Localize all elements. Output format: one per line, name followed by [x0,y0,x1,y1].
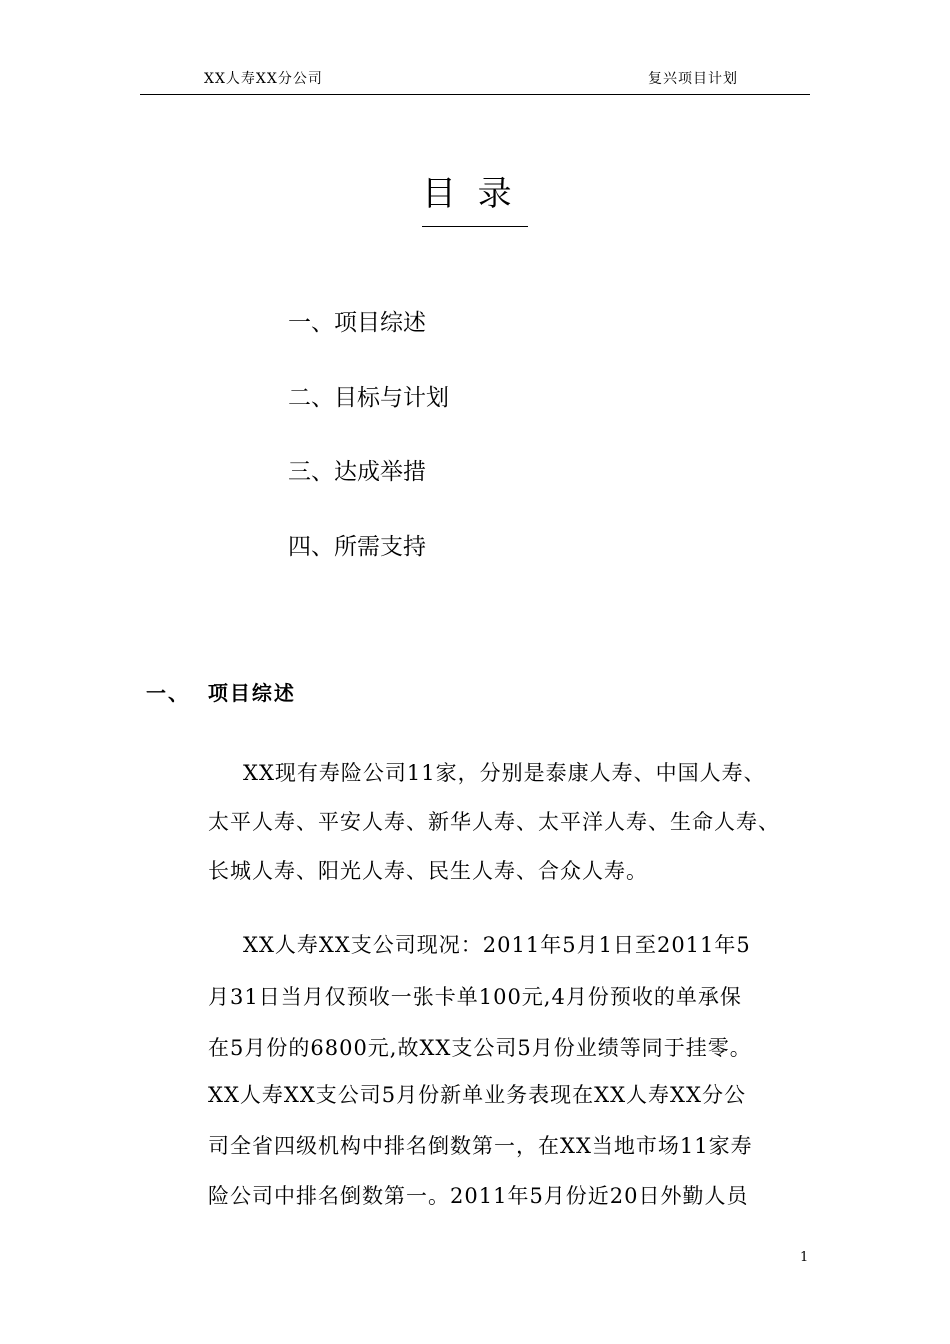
paragraph-line: 在5月份的6800元,故XX支公司5月份业绩等同于挂零。 [208,1036,752,1060]
section-heading: 一、 项目综述 [146,681,296,705]
paragraph-line: 长城人寿、阳光人寿、民生人寿、合众人寿。 [208,859,648,883]
header-company: XX人寿XX分公司 [204,71,323,87]
paragraph-line: 太平人寿、平安人寿、新华人寿、太平洋人寿、生命人寿、 [208,810,780,834]
paragraph-line: 月31日当月仅预收一张卡单100元,4月份预收的单承保 [208,985,742,1009]
paragraph-line: XX人寿XX支公司5月份新单业务表现在XX人寿XX分公 [208,1083,746,1107]
paragraph-line: XX人寿XX支公司现况：2011年5月1日至2011年5 [243,933,751,957]
paragraph-line: 司全省四级机构中排名倒数第一，在XX当地市场11家寿 [208,1134,753,1158]
paragraph-line: 险公司中排名倒数第一。2011年5月份近20日外勤人员 [208,1184,749,1208]
toc-item-3: 三、达成举措 [288,459,426,485]
header-doc-title: 复兴项目计划 [648,71,738,87]
toc-item-2: 二、目标与计划 [288,385,449,411]
toc-item-1: 一、项目综述 [288,310,426,336]
toc-title: 目 录 [422,172,528,227]
paragraph-line: XX现有寿险公司11家，分别是泰康人寿、中国人寿、 [243,761,766,785]
page-number: 1 [800,1250,809,1265]
page-header [140,66,810,95]
toc-item-4: 四、所需支持 [288,534,426,560]
